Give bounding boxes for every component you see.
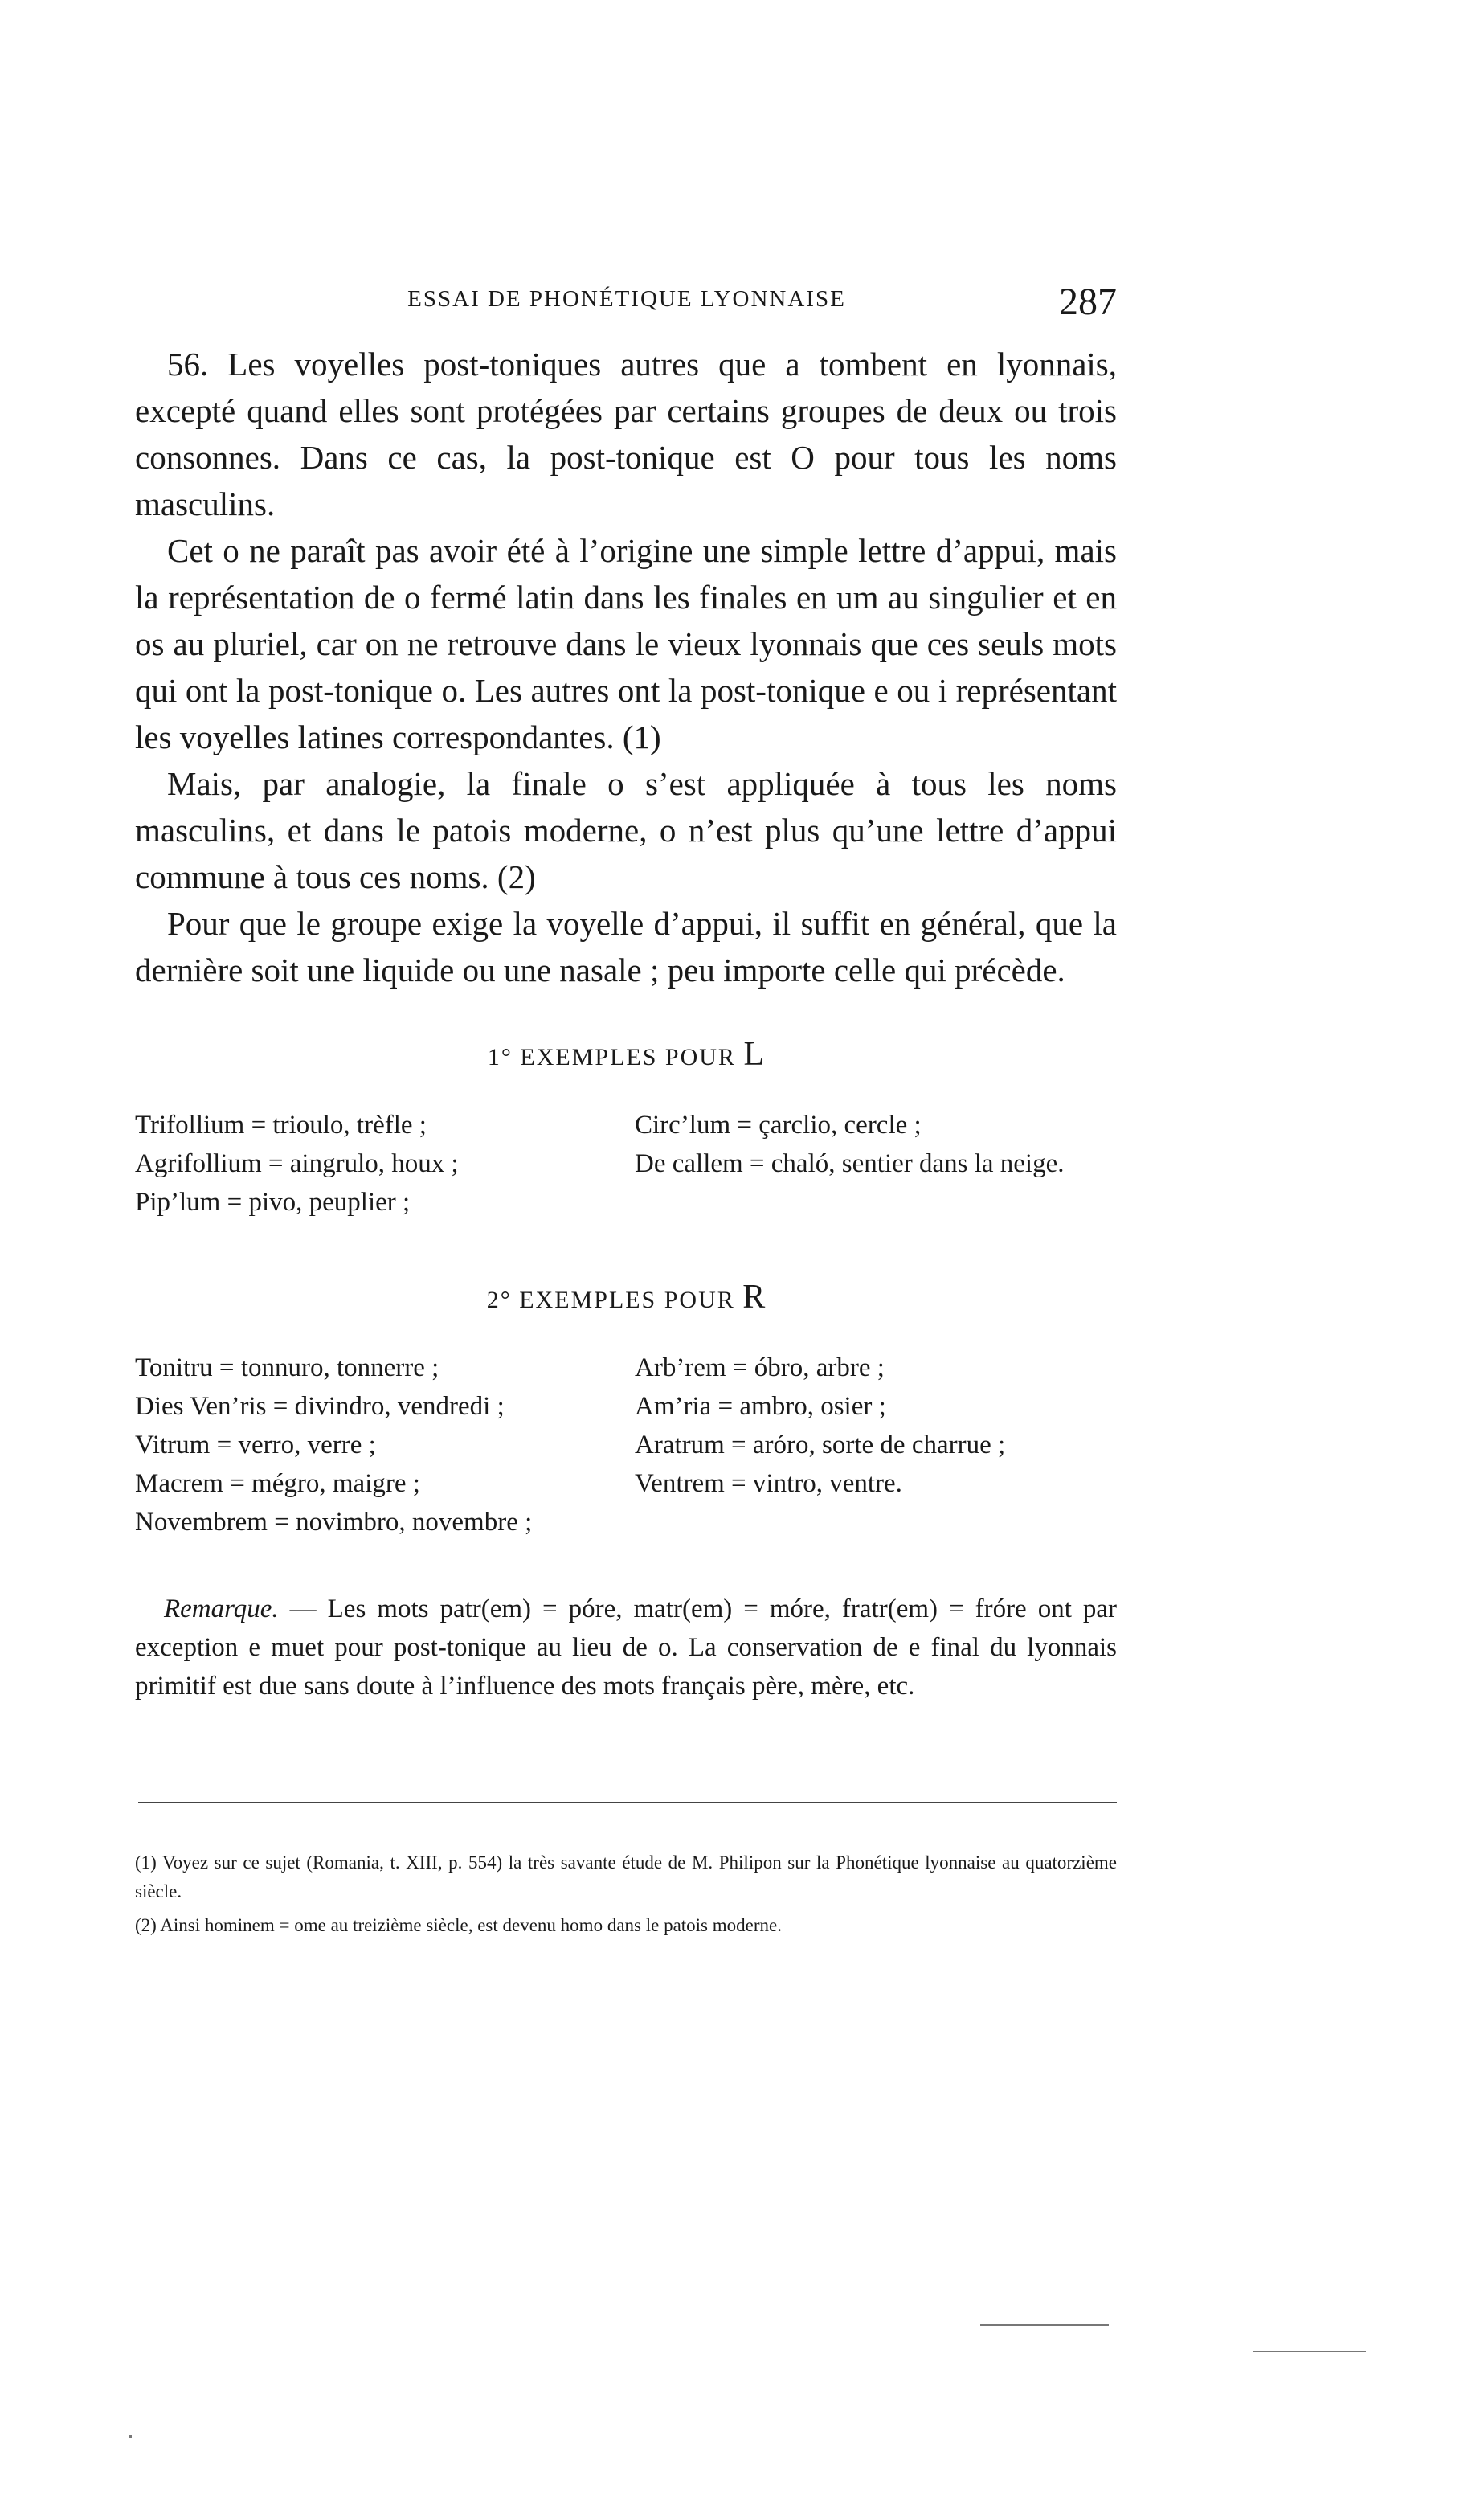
remark-text: — Les mots patr(em) = póre, matr(em) = móre, fratr(em) = fróre ont par exception e muet pour post-tonique au lieu de o. La conservation de e final du lyonnais primitif est due sans doute à l’influence des mots français père, mère, etc. [135, 1594, 1117, 1701]
footnote-divider [138, 1802, 1117, 1803]
remark [135, 1590, 1117, 1705]
footnote-2: (2) Ainsi hominem = ome au treizième siècle, est devenu homo dans le patois moderne. [135, 1915, 782, 1935]
example-item: Vitrum = verro, verre ; [135, 1431, 376, 1459]
examples-r [135, 1349, 1117, 1541]
main-text [135, 341, 1117, 1732]
paragraph-group: Pour que le groupe exige la voyelle d’appui, il suffit en général, que la dernière soit une liquide ou une nasale ; peu importe celle qui précède. [135, 905, 1117, 989]
example-item: Aratrum = aróro, sorte de charrue ; [635, 1431, 1006, 1459]
remark-label: Remarque. [164, 1594, 279, 1623]
speck [1253, 2351, 1366, 2352]
heading-examples-l [135, 1035, 1117, 1074]
speck [980, 2324, 1109, 2326]
heading-letter: L [743, 1036, 765, 1073]
running-title: ESSAI DE PHONÉTIQUE LYONNAISE [407, 286, 846, 312]
example-item: Macrem = mégro, maigre ; [135, 1469, 420, 1498]
paragraph-origin: Cet o ne paraît pas avoir été à l’origine une simple lettre d’appui, mais la représentation de o fermé latin dans les finales en um au singulier et en os au pluriel, car on ne retrouve dans le vieux lyonnais que ces seuls mots qui ont la post-tonique o. Les autres ont la post-tonique e ou i représentant les voyelles latines correspondantes. (1) [135, 532, 1117, 755]
footnote-1: (1) Voyez sur ce sujet (Romania, t. XIII, p. 554) la très savante étude de M. Philipon sur la Phonétique lyonnaise au quatorzième siècle. [135, 1852, 1117, 1901]
example-item: Trifollium = trioulo, trèfle ; [135, 1111, 427, 1140]
example-item: Arb’rem = óbro, arbre ; [635, 1353, 885, 1382]
example-item: Tonitru = tonnuro, tonnerre ; [135, 1353, 439, 1382]
paragraph-56: 56. Les voyelles post-toniques autres que a tombent en lyonnais, excepté quand elles sont protégées par certains groupes de deux ou trois consonnes. Dans ce cas, la post-tonique est O pour tous les noms masculins. [135, 346, 1117, 522]
example-item: Agrifollium = aingrulo, houx ; [135, 1149, 459, 1178]
examples-r-left [135, 1349, 617, 1541]
running-head [137, 280, 1117, 328]
example-item: Pip’lum = pivo, peuplier ; [135, 1188, 411, 1217]
example-item: Am’ria = ambro, osier ; [635, 1392, 886, 1421]
example-item: Dies Ven’ris = divindro, vendredi ; [135, 1392, 505, 1421]
examples-r-right [635, 1349, 1117, 1541]
paragraph-analogy: Mais, par analogie, la finale o s’est appliquée à tous les noms masculins, et dans le patois moderne, o n’est plus qu’une lettre d’appui commune à tous ces noms. (2) [135, 765, 1117, 895]
example-item: Ventrem = vintro, ventre. [635, 1469, 902, 1498]
heading-examples-r [135, 1278, 1117, 1316]
page-number: 287 [1059, 280, 1117, 323]
example-item: De callem = chaló, sentier dans la neige. [635, 1149, 1065, 1178]
speck [129, 2435, 132, 2438]
heading-prefix: 1° EXEMPLES POUR [487, 1044, 736, 1070]
examples-l [135, 1106, 1117, 1222]
example-item: Circ’lum = çarclio, cercle ; [635, 1111, 922, 1140]
heading-letter: R [742, 1279, 766, 1316]
heading-prefix: 2° EXEMPLES POUR [486, 1287, 735, 1313]
examples-l-right [635, 1106, 1117, 1222]
footnotes [135, 1848, 1117, 1945]
example-item: Novembrem = novimbro, novembre ; [135, 1508, 533, 1537]
examples-l-left [135, 1106, 617, 1222]
